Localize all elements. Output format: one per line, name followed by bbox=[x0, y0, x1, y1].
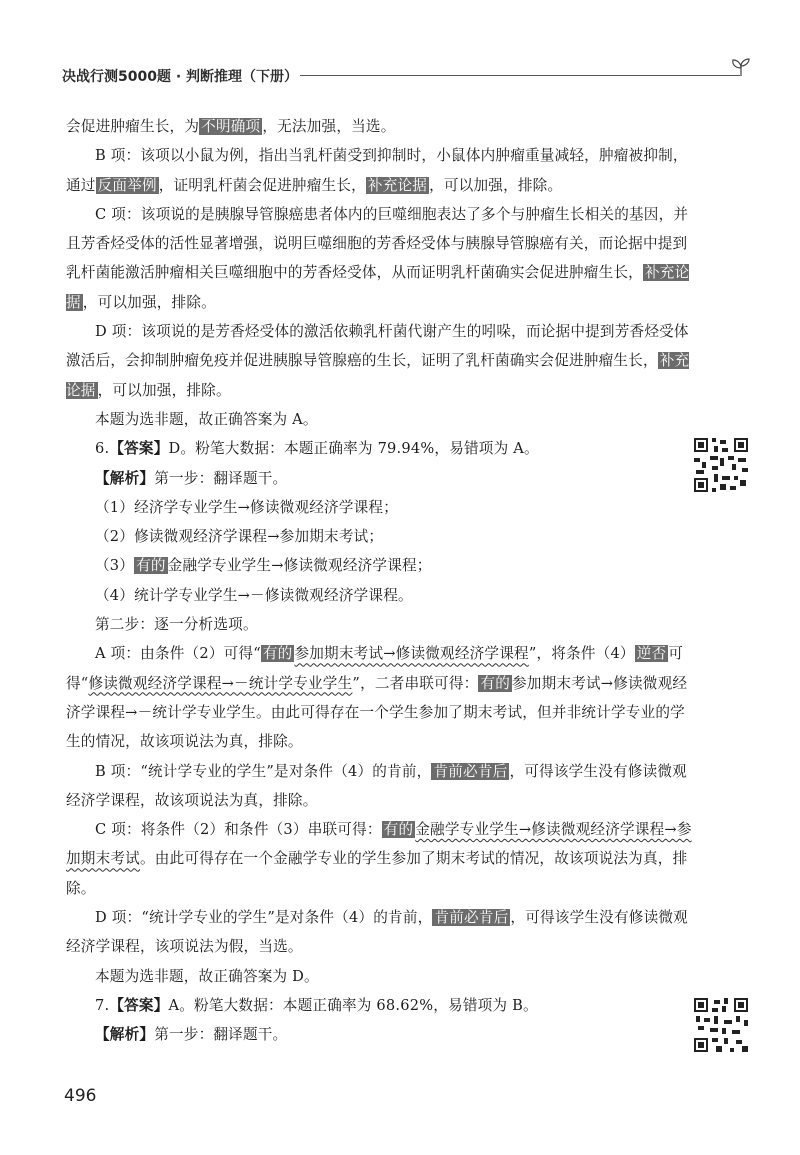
highlight-tag: 逆否 bbox=[636, 645, 667, 663]
condition-3: （3） 有的 金融学专业学生→修读微观经济学课程； bbox=[95, 557, 432, 575]
condition-2: （2）修读微观经济学课程→参加期末考试； bbox=[95, 528, 384, 546]
highlight-tag: 有的 bbox=[262, 645, 293, 663]
option-a-analysis: A 项：由条件（2）可得“ 有的 参加期末考试→修读微观经济学课程”，将条件（4） 逆否 可得“修读微观经济学课程→－统计学专业学生”，二者串联可得： 有的 参加期末考试→修读微观经济学课程→－统计学专业学生。由此可得存在一个学生参加了期末考试，但并非统计学专业的学生的情况，故该项说法为真，排除。 bbox=[66, 645, 688, 751]
answer-conclusion-2: 本题为选非题，故正确答案为 D。 bbox=[95, 967, 319, 985]
option-b-analysis: B 项：该项以小鼠为例，指出当乳杆菌受到抑制时，小鼠体内肿瘤重量减轻，肿瘤被抑制，通过 反面举例 ，证明乳杆菌会促进肿瘤生长， 补充论据 ，可以加强，排除。 bbox=[66, 147, 688, 194]
highlight-tag: 补充论据 bbox=[367, 176, 428, 194]
question-6-answer: 6.【答案】D。粉笔大数据：本题正确率为 79.94%，易错项为 A。 bbox=[95, 440, 539, 458]
option-b-logic: B 项：“统计学专业的学生”是对条件（4）的肯前， 肯前必肯后 ，可得该学生没有修读微观经济学课程，故该项说法为真，排除。 bbox=[66, 762, 687, 809]
paragraph: 会促进肿瘤生长，为 不明确项 ，无法加强，当选。 bbox=[66, 118, 396, 135]
qr-code-icon[interactable] bbox=[692, 436, 750, 494]
option-c-analysis: C 项：该项说的是胰腺导管腺癌患者体内的巨噬细胞表达了多个与肿瘤生长相关的基因，并且芳香烃受体的活性显著增强，说明巨噬细胞的芳香烃受体与胰腺导管腺癌有关，而论据中提到乳杆菌能激活肿瘤相关巨噬细胞中的芳香烃受体，从而证明乳杆菌确实会促进肿瘤生长， 补充论据 ，可以加强，排除。 bbox=[66, 205, 690, 311]
highlight-tag: 肯前必肯后 bbox=[433, 762, 508, 780]
highlight-tag: 不明确项 bbox=[201, 118, 261, 135]
question-7-analysis: 【解析】第一步：翻译题干。 bbox=[95, 1026, 288, 1044]
step-two: 第二步：逐一分析选项。 bbox=[95, 616, 258, 634]
highlight-tag: 有的 bbox=[383, 821, 414, 839]
sprout-icon bbox=[730, 56, 752, 78]
qr-code-icon[interactable] bbox=[692, 996, 750, 1054]
option-d-logic: D 项：“统计学专业的学生”是对条件（4）的肯前， 肯前必肯后 ，可得该学生没有修读微观经济学课程，该项说法为假，当选。 bbox=[66, 909, 688, 956]
highlight-tag: 补充论据 bbox=[66, 352, 690, 399]
question-6-analysis: 【解析】第一步：翻译题干。 bbox=[95, 469, 288, 487]
condition-1: （1）经济学专业学生→修读微观经济学课程； bbox=[95, 498, 398, 516]
header-rule bbox=[300, 75, 740, 76]
option-c-logic: C 项：将条件（2）和条件（3）串联可得： 有的 金融学专业学生→修读微观经济学课程→参加期末考试。由此可得存在一个金融学专业的学生参加了期末考试的情况，故该项说法为真，排除。 bbox=[66, 821, 692, 897]
answer-conclusion: 本题为选非题，故正确答案为 A。 bbox=[95, 410, 318, 428]
option-d-analysis: D 项：该项说的是芳香烃受体的激活依赖乳杆菌代谢产生的吲哚，而论据中提到芳香烃受体激活后，会抑制肿瘤免疫并促进胰腺导管腺癌的生长，证明了乳杆菌确实会促进肿瘤生长， 补充论据 ，可以加强，排除。 bbox=[66, 323, 690, 399]
condition-4: （4）统计学专业学生→－修读微观经济学课程。 bbox=[95, 586, 413, 604]
highlight-tag: 肯前必肯后 bbox=[434, 909, 509, 927]
highlight-tag: 有的 bbox=[480, 674, 511, 692]
page-number: 496 bbox=[64, 1086, 97, 1106]
running-header bbox=[62, 56, 750, 96]
question-7-answer: 7.【答案】A。粉笔大数据：本题正确率为 68.62%，易错项为 B。 bbox=[95, 996, 538, 1014]
page-body bbox=[66, 112, 698, 1050]
highlight-tag: 有的 bbox=[136, 557, 166, 575]
highlight-tag: 补充论据 bbox=[66, 264, 690, 311]
book-title: 决战行测5000题 · 判断推理（下册） bbox=[62, 69, 299, 85]
highlight-tag: 反面举例 bbox=[97, 176, 157, 194]
